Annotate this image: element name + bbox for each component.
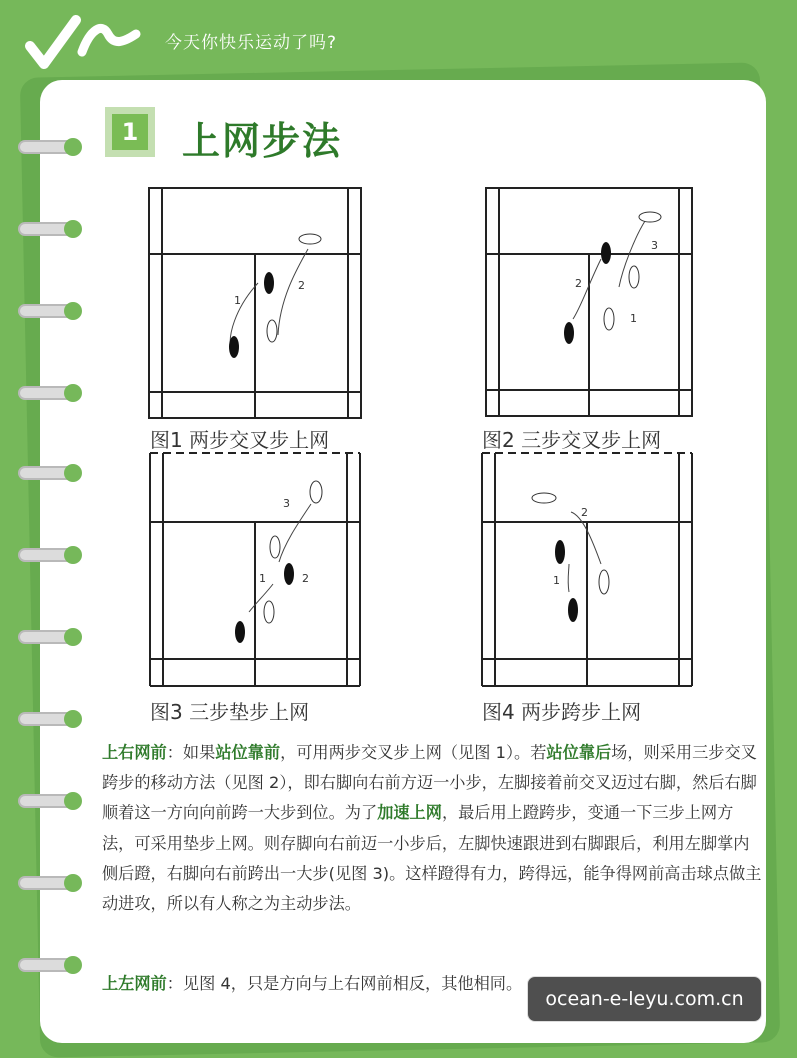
step-label: 3: [651, 239, 658, 252]
binder-ring: [18, 466, 80, 480]
header-slogan: 今天你快乐运动了吗?: [165, 33, 338, 53]
term-left-net: 上左网前: [102, 974, 167, 993]
text-span: ：如果: [166, 743, 216, 762]
step-label: 2: [298, 279, 305, 292]
watermark: ocean-e-leyu.com.cn: [527, 976, 762, 1022]
step-label: 1: [234, 294, 241, 307]
binder-ring: [18, 876, 80, 890]
step-label: 2: [575, 277, 582, 290]
binder-ring: [18, 712, 80, 726]
step-label: 1: [553, 574, 560, 587]
figure-1-caption: 图1 两步交叉步上网: [150, 428, 330, 452]
term-speed-up: 加速上网: [377, 803, 442, 823]
step-label: 1: [630, 312, 637, 325]
step-label: 2: [581, 506, 588, 519]
figure-3-court-diagram: [149, 452, 361, 687]
section-title: 上网步法: [182, 119, 343, 163]
section-number: 1: [112, 114, 148, 150]
figure-2-court-diagram: [485, 187, 693, 417]
binder-ring: [18, 304, 80, 318]
binder-ring: [18, 630, 80, 644]
figure-4-caption: 图4 两步跨步上网: [482, 700, 642, 724]
text-span: 场，则采用三步交叉跨步的移动方法（见图 2），即右脚向右前方迈一小步，左脚接着前交叉迈过右脚，然后右脚顺着这一方向向前跨一大步到位。为了: [102, 743, 757, 823]
figure-1-court-diagram: [148, 187, 362, 419]
figure-3-caption: 图3 三步垫步上网: [150, 700, 310, 724]
step-label: 2: [302, 572, 309, 585]
term-back-stance: 站位靠后: [546, 743, 612, 762]
binder-ring: [18, 958, 80, 972]
text-span: ，最后用上蹬跨步，变通一下三步上网方法，可采用垫步上网。则存脚向右前迈一小步后，左脚快速跟进到右脚跟后，利用左脚掌内侧后蹬，右脚向右前跨出一大步(见图 3)。这样蹬得有力，跨得远，能争得网前高击球点做主动进攻，所以有人称之为主动步法。: [102, 803, 762, 914]
text-span: ：见图 4，只是方向与上右网前相反，其他相同。: [166, 974, 523, 993]
figure-4-court-diagram: [481, 452, 693, 687]
term-right-net: 上右网前: [102, 743, 167, 762]
checkmark-logo-icon: [24, 12, 144, 72]
binder-ring: [18, 386, 80, 400]
binder-ring: [18, 548, 80, 562]
figure-2-caption: 图2 三步交叉步上网: [482, 428, 662, 452]
section-number-badge: [105, 107, 155, 157]
text-span: ，可用两步交叉步上网（见图 1）。若: [280, 743, 547, 762]
term-front-stance: 站位靠前: [215, 743, 281, 762]
binder-ring: [18, 140, 80, 154]
paragraph-right-net: [102, 738, 762, 919]
binder-ring: [18, 222, 80, 236]
step-label: 3: [283, 497, 290, 510]
step-label: 1: [259, 572, 266, 585]
binder-ring: [18, 794, 80, 808]
